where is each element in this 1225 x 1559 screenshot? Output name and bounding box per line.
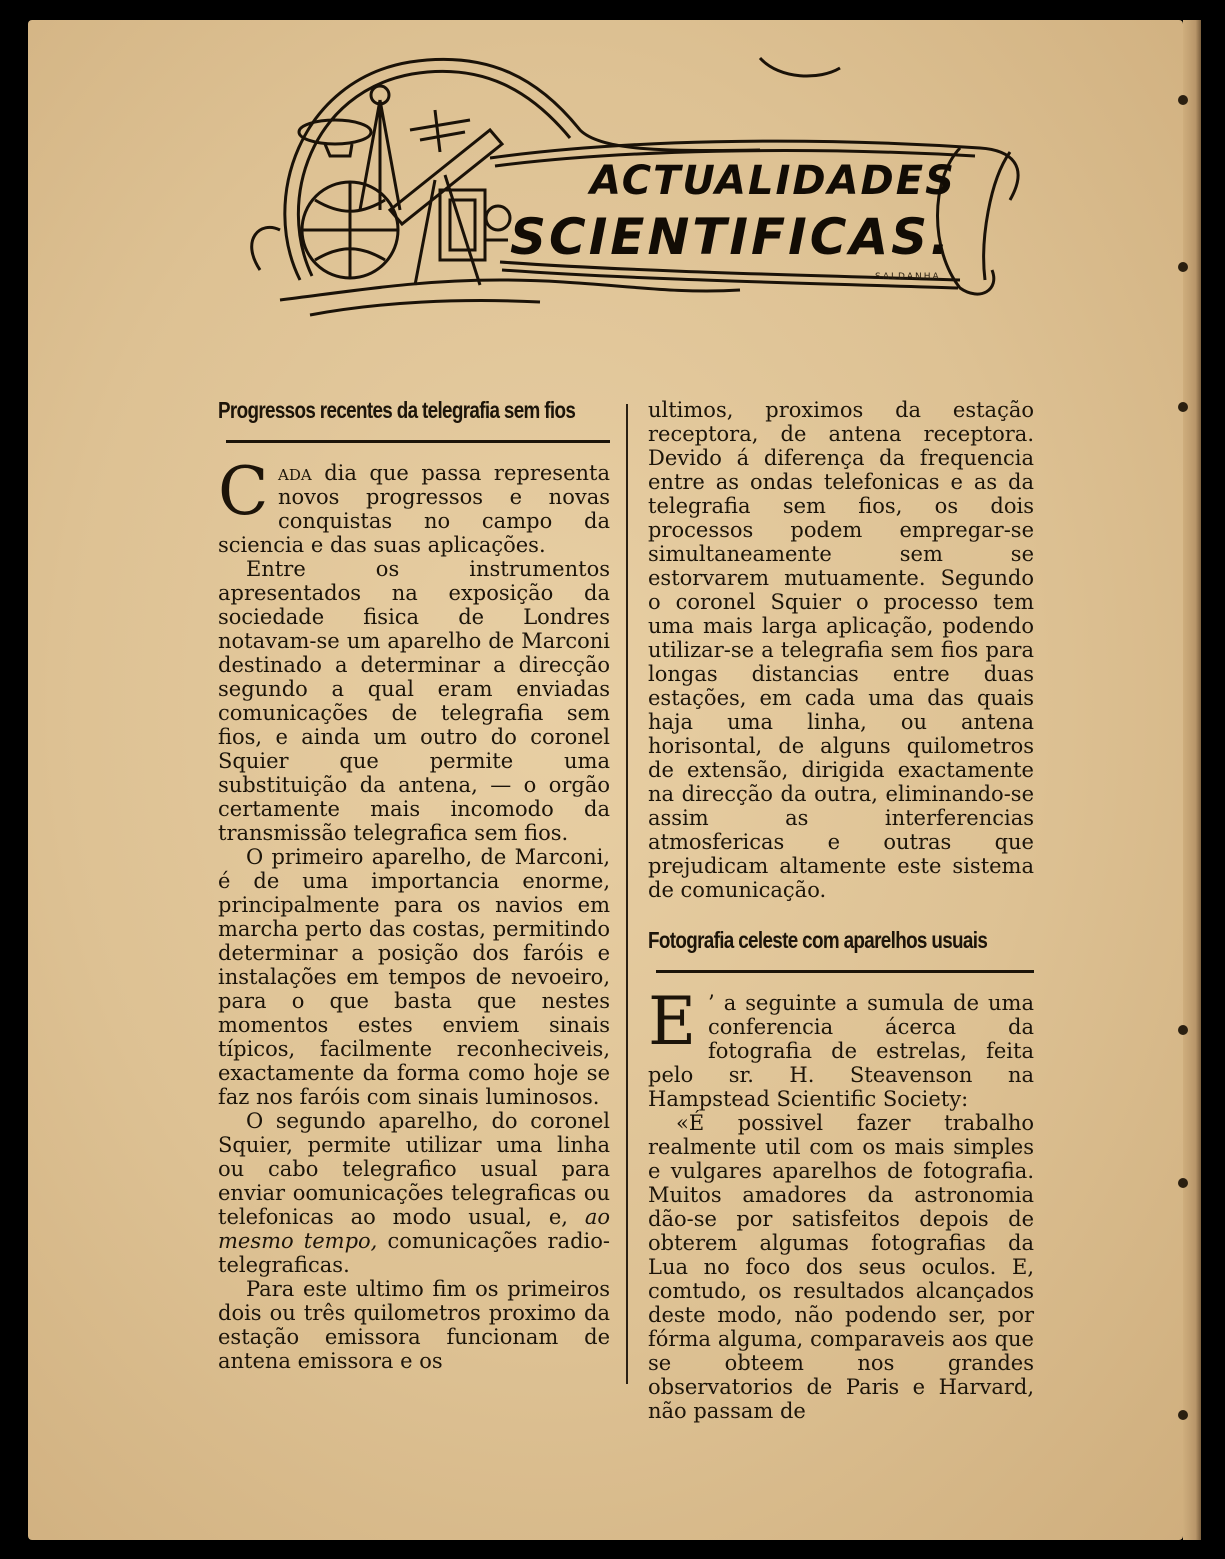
article2-paragraph-1 <box>648 983 1034 1111</box>
header-illustration <box>240 40 1040 330</box>
article2-title: Fotografia celeste com aparelhos usuais <box>648 927 988 953</box>
article1-paragraph-5: Para este ultimo fim os primeiros dois ou três quilometros proximo da estação emissora funcionam de antena emissora e os <box>218 1277 610 1373</box>
title-rule <box>656 970 1034 973</box>
article1-paragraph-1 <box>218 453 610 557</box>
title-rule <box>226 440 610 443</box>
paragraph-text: dia que passa representa novos progressos e novas conquistas no campo da sciencia e das suas aplicações. <box>218 461 610 557</box>
dropcap: C <box>218 453 269 530</box>
header-title-line1: ACTUALIDADES <box>590 158 956 204</box>
article2-paragraph-2: «É possivel fazer trabalho realmente util com os mais simples e vulgares aparelhos de fotografia. Muitos amadores da astronomia dão-se por satisfeitos depois de obterem algumas fotografias da Lua no foco dos seus oculos. E, comtudo, os resultados alcançados deste modo, não podendo ser, por fórma alguma, comparaveis aos que se obteem nos grandes observatorios de Paris e Harvard, não passam de <box>648 1111 1034 1423</box>
binding-hole <box>1178 1025 1188 1035</box>
right-column <box>648 398 1034 1423</box>
paragraph-text: ’ a seguinte a sumula de uma conferencia ácerca da fotografia de estrelas, feita pelo sr. H. Steavenson na Hampstead Scientific Society: <box>648 991 1034 1111</box>
binding-hole <box>1178 1410 1188 1420</box>
binding-hole <box>1178 402 1188 412</box>
article1-paragraph-4 <box>218 1109 610 1277</box>
paragraph-text: comunicações radio-telegraficas. <box>218 1229 611 1277</box>
article1-paragraph-3: O primeiro aparelho, de Marconi, é de uma importancia enorme, principalmente para os navios em marcha perto das costas, permitindo determinar a posição dos faróis e instalações em tempos de nevoeiro, para o que basta que nestes momentos estes enviem sinais típicos, facilmente reconheciveis, exactamente da forma como hoje se faz nos faróis com sinais luminosos. <box>218 845 610 1109</box>
italic-phrase: ao mesmo tempo, <box>218 1205 610 1253</box>
dropcap: E <box>648 983 697 1060</box>
left-column <box>218 398 610 1373</box>
article1-title: Progressos recentes da telegrafia sem fios <box>218 397 576 423</box>
header-title-line2: SCIENTIFICAS. <box>510 208 953 266</box>
page-spine <box>1183 20 1201 1540</box>
artist-signature: SALDANHA <box>875 272 941 282</box>
paragraph-text: O segundo aparelho, do coronel Squier, permite utilizar uma linha ou cabo telegrafico usual para enviar oomunicações telegraficas ou telefonicas ao modo usual, e, <box>218 1109 610 1229</box>
article1-continuation: ultimos, proximos da estação receptora, de antena receptora. Devido á diferença da frequencia entre as ondas telefonicas e as da telegrafia sem fios, os dois processos podem empregar-se simultaneamente sem se estorvarem mutuamente. Segundo o coronel Squier o processo tem uma mais larga aplicação, podendo utilizar-se a telegrafia sem fios para longas distancias entre duas estações, em cada uma das quais haja uma linha, ou antena horisontal, de alguns quilometros de extensão, dirigida exactamente na direcção da outra, eliminando-se assim as interferencias atmosfericas e outras que prejudicam altamente este sistema de comunicação. <box>648 398 1034 902</box>
binding-hole <box>1178 262 1188 272</box>
binding-hole <box>1178 1178 1188 1188</box>
binding-hole <box>1178 95 1188 105</box>
column-divider <box>626 404 628 1384</box>
article1-paragraph-2: Entre os instrumentos apresentados na exposição da sociedade fisica de Londres notavam-se um aparelho de Marconi destinado a determinar a direcção segundo a qual eram enviadas comunicações de telegrafia sem fios, e ainda um outro do coronel Squier que permite uma substituição da antena, — o orgão certamente mais incomodo da transmissão telegrafica sem fios. <box>218 557 610 845</box>
smallcaps-lead: ada <box>278 461 312 485</box>
